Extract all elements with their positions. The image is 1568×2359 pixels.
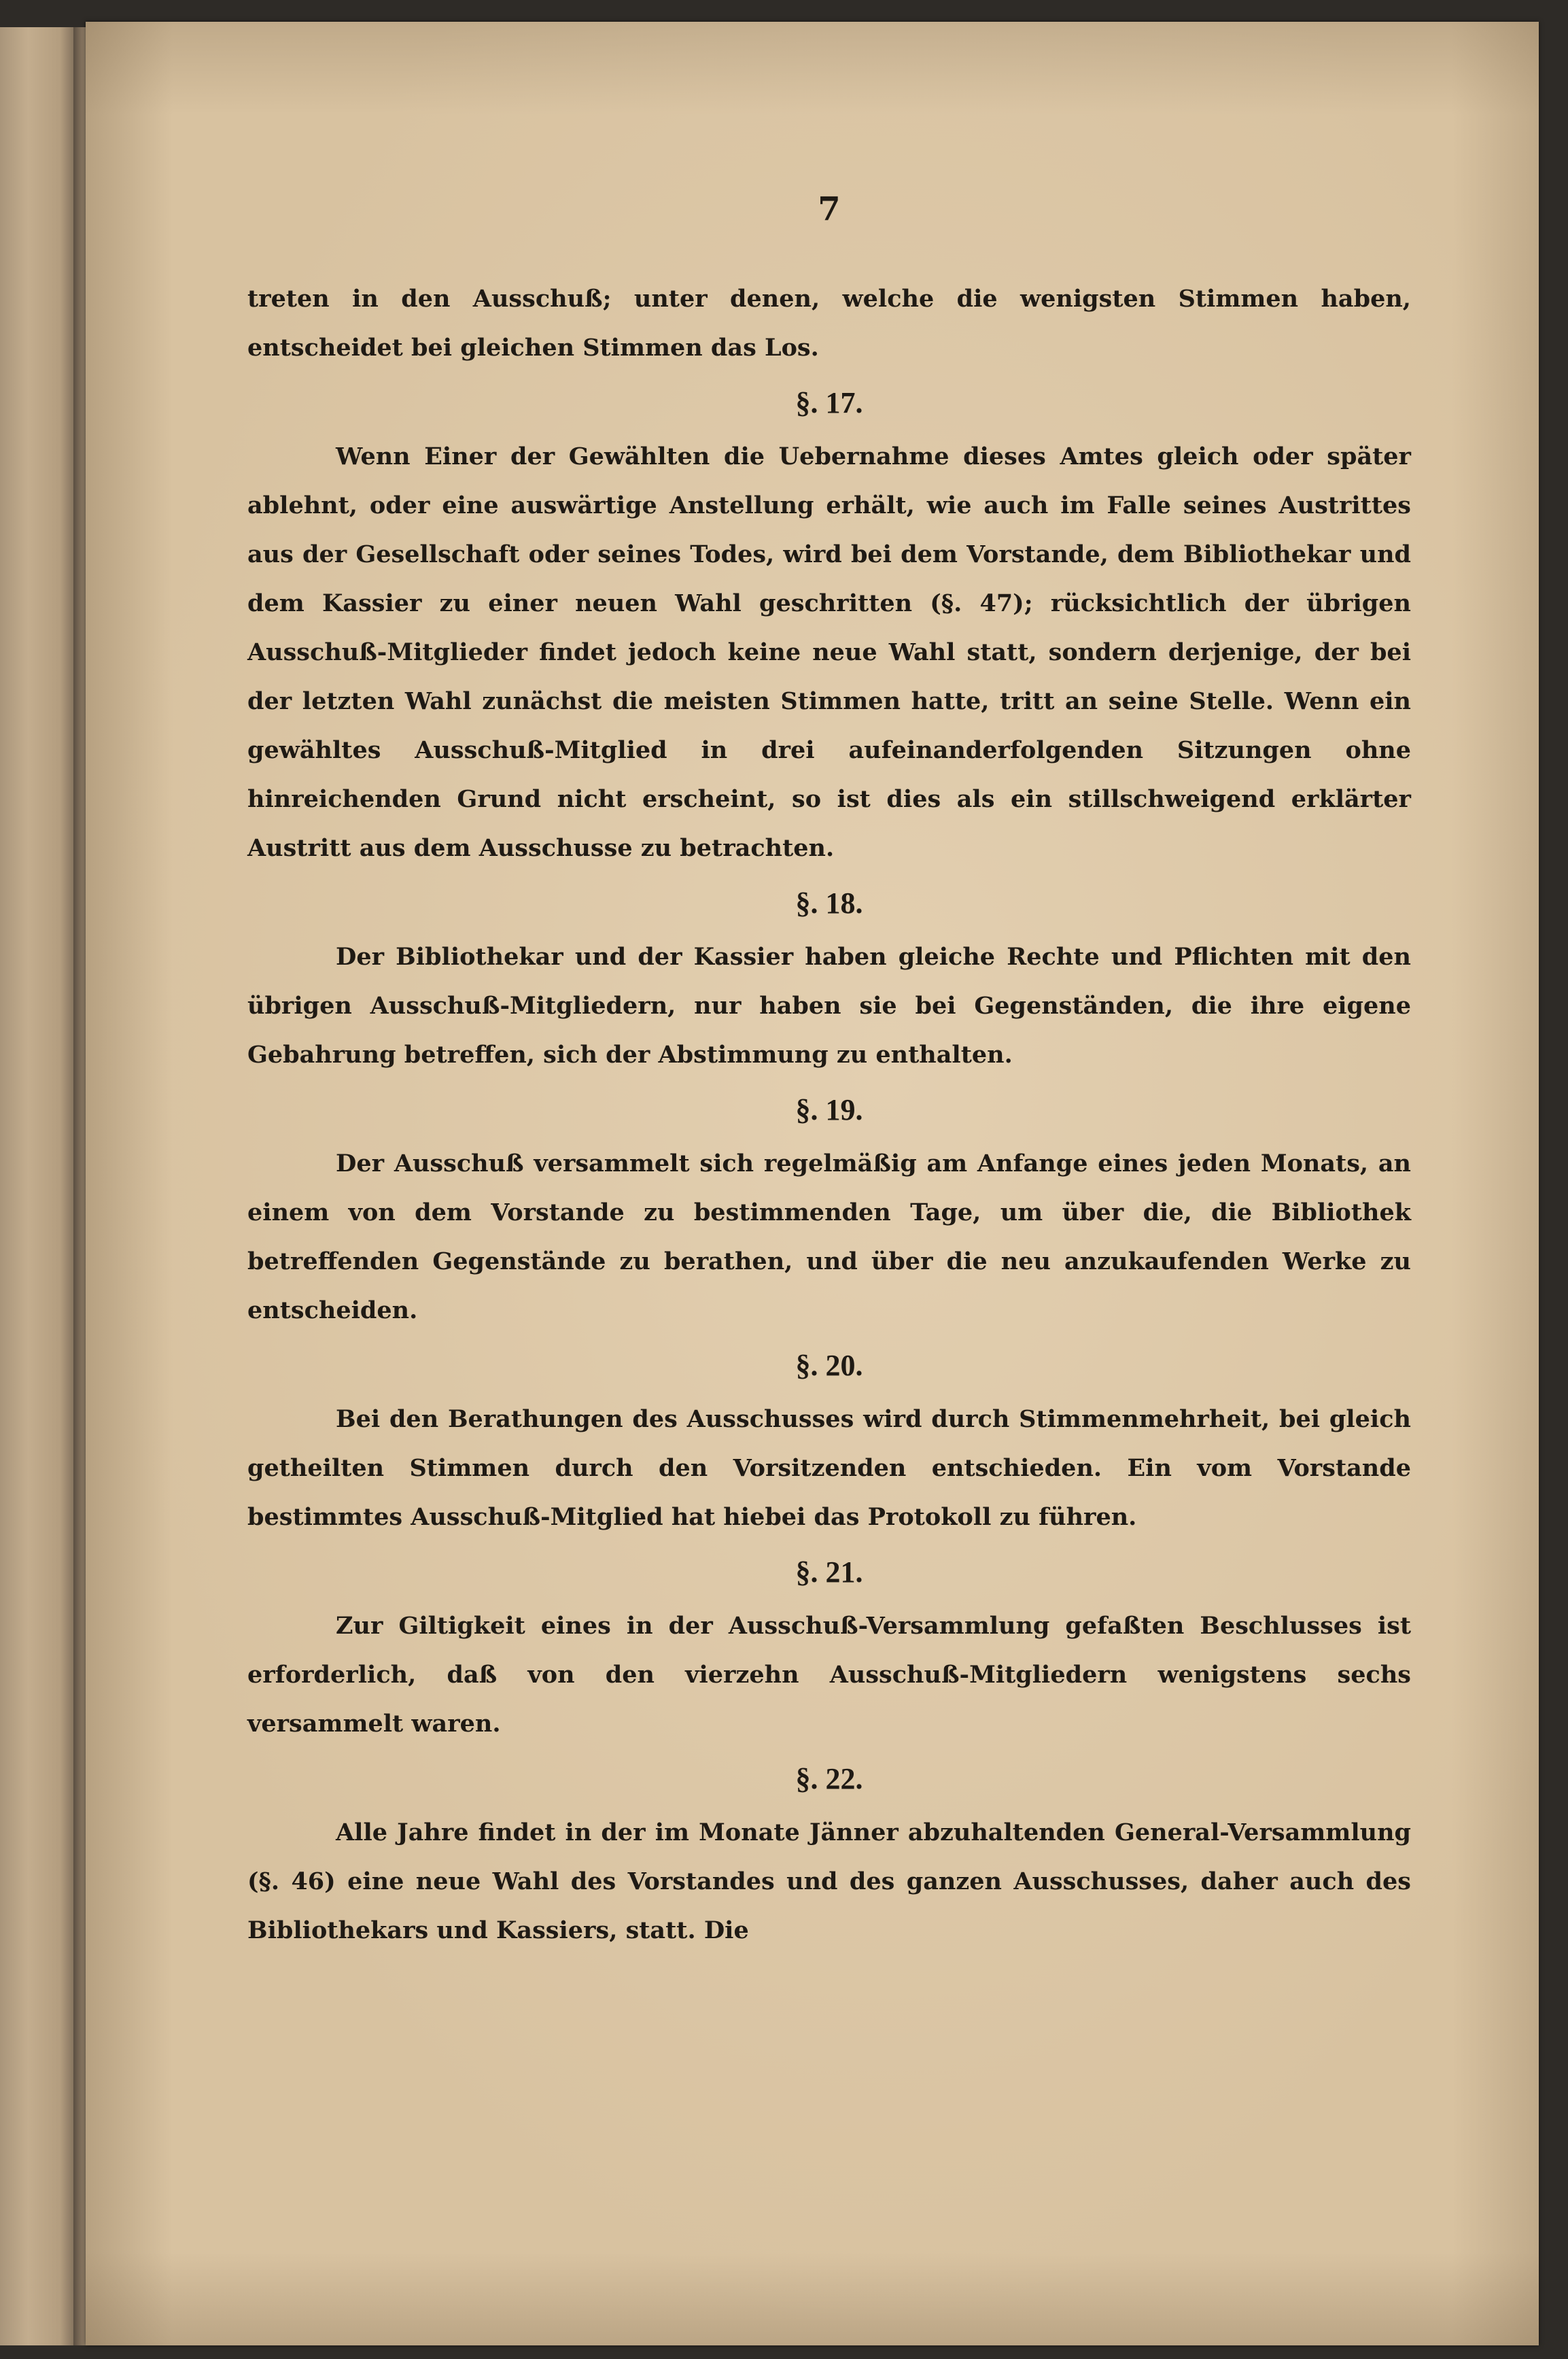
section-heading-22: §. 22. (795, 1762, 863, 1795)
section-heading-20: §. 20. (795, 1349, 863, 1382)
section-text-20: Bei den Berathungen des Ausschusses wird durch Stimmenmehrheit, bei gleich getheilten Stimmen durch den Vorsitzenden entschieden. Ein vom Vorstande bestimmtes Ausschuß-Mitglied hat hiebei das Protokoll zu führen. (247, 1405, 1411, 1531)
section-text-19: Der Ausschuß versammelt sich regelmäßig am Anfange eines jeden Monats, an einem von dem Vorstande zu bestimmenden Tage, um über die, die Bibliothek betreffenden Gegenstände zu berathen, und über die neu anzukaufenden Werke zu entscheiden. (247, 1150, 1411, 1324)
page-body (247, 275, 1411, 1955)
section-heading-17: §. 17. (795, 386, 863, 419)
page-number: 7 (818, 190, 841, 228)
opening-paragraph: treten in den Ausschuß; unter denen, welche die wenigsten Stimmen haben, entscheidet bei gleichen Stimmen das Los. (247, 285, 1411, 362)
book-page (86, 22, 1539, 2345)
section-heading-19: §. 19. (795, 1093, 863, 1126)
facing-page-edge (0, 27, 80, 2345)
section-text-17: Wenn Einer der Gewählten die Uebernahme dieses Amtes gleich oder später ablehnt, oder eine auswärtige Anstellung erhält, wie auch im Falle seines Austrittes aus der Gesellschaft oder seines Todes, wird bei dem Vorstande, dem Bibliothekar und dem Kassier zu einer neuen Wahl geschritten (§. 47); rücksichtlich der übrigen Ausschuß-Mitglieder findet jedoch keine neue Wahl statt, sondern derjenige, der bei der letzten Wahl zunächst die meisten Stimmen hatte, tritt an seine Stelle. Wenn ein gewähltes Ausschuß-Mitglied in drei aufeinanderfolgenden Sitzungen ohne hinreichenden Grund nicht erscheint, so ist dies als ein stillschweigend erklärter Austritt aus dem Ausschusse zu betrachten. (247, 443, 1411, 862)
section-text-22: Alle Jahre findet in der im Monate Jänner abzuhaltenden General-Versammlung (§. 46) eine neue Wahl des Vorstandes und des ganzen Ausschusses, daher auch des Bibliothekars und Kassiers, statt. Die (247, 1819, 1411, 1944)
section-heading-21: §. 21. (795, 1555, 863, 1589)
section-text-21: Zur Giltigkeit eines in der Ausschuß-Versammlung gefaßten Beschlusses ist erforderlich, daß von den vierzehn Ausschuß-Mitgliedern wenigstens sechs versammelt waren. (247, 1612, 1411, 1738)
section-heading-18: §. 18. (795, 886, 863, 920)
section-text-18: Der Bibliothekar und der Kassier haben gleiche Rechte und Pflichten mit den übrigen Ausschuß-Mitgliedern, nur haben sie bei Gegenständen, die ihre eigene Gebahrung betreffen, sich der Abstimmung zu enthalten. (247, 943, 1411, 1069)
